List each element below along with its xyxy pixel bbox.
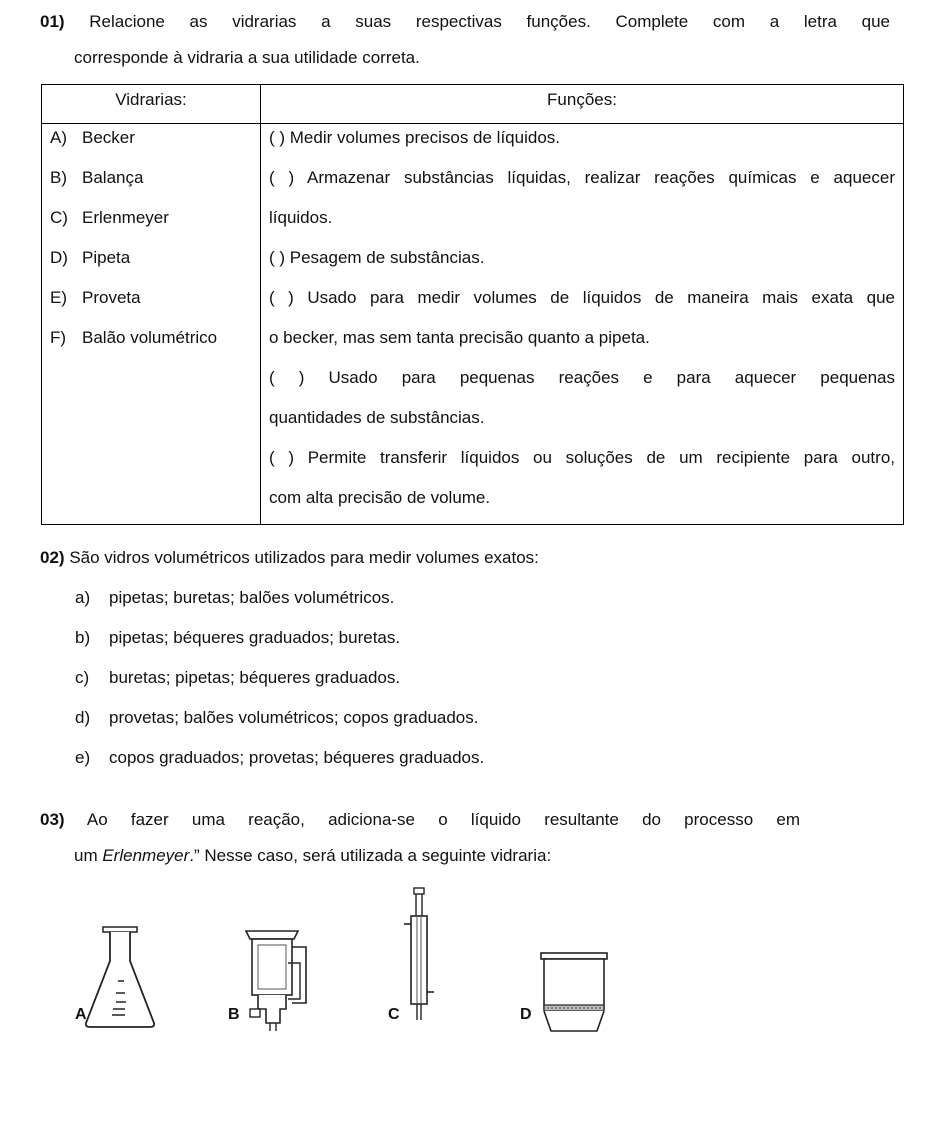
q1-line2: corresponde à vidraria a sua utilidade correta. (74, 48, 420, 67)
erlenmeyer-flask-icon (80, 908, 160, 1048)
vidraria-item: C) Erlenmeyer (50, 208, 169, 227)
vidraria-item: B) Balança (50, 168, 144, 187)
image-label-d: D (520, 1006, 532, 1023)
q2-option-d[interactable]: d) provetas; balões volumétricos; copos graduados. (75, 708, 479, 727)
funcao-line: ( ) Medir volumes precisos de líquidos. (269, 128, 561, 147)
funcao-line: líquidos. (269, 208, 333, 227)
q1-line1 (40, 4, 890, 40)
funcao-line: ( ) Armazenar substâncias líquidas, realizar reações químicas e aquecer (269, 168, 895, 187)
q2-text: São vidros volumétricos utilizados para medir volumes exatos: (69, 548, 539, 567)
q3-line2: um Erlenmeyer.” Nesse caso, será utilizada a seguinte vidraria: (74, 846, 552, 865)
question-03 (40, 802, 890, 874)
funcao-line: ( ) Usado para pequenas reações e para aquecer pequenas (269, 368, 895, 387)
vidraria-item: A) Becker (50, 128, 135, 147)
q2-option-b[interactable]: b) pipetas; béqueres graduados; buretas. (75, 628, 401, 647)
header-vidrarias: Vidrarias: (42, 85, 261, 124)
image-label-a: A (75, 1006, 87, 1023)
header-funcoes: Funções: (261, 85, 904, 124)
funcao-line: ( ) Permite transferir líquidos ou soluções de um recipiente para outro, (269, 448, 895, 467)
q1-text-line1: Relacione as vidrarias a suas respectivas funções. Complete com a letra que (89, 12, 890, 31)
funcao-line: quantidades de substâncias. (269, 408, 485, 427)
q2-option-c[interactable]: c) buretas; pipetas; béqueres graduados. (75, 668, 401, 687)
question-02 (40, 546, 890, 586)
condenser-icon (400, 884, 440, 1024)
vidraria-item: D) Pipeta (50, 248, 131, 267)
buchner-funnel-icon (535, 924, 615, 1064)
q3-number: 03) (40, 810, 65, 829)
image-label-b: B (228, 1006, 240, 1023)
question-01 (40, 4, 890, 76)
matching-table (41, 84, 904, 525)
funcao-line: o becker, mas sem tanta precisão quanto a pipeta. (269, 328, 650, 347)
table-header-row (42, 85, 904, 124)
image-label-c: C (388, 1006, 400, 1023)
q2-number: 02) (40, 548, 65, 567)
q2-option-a[interactable]: a) pipetas; buretas; balões volumétricos. (75, 588, 395, 607)
funcao-line: ( ) Usado para medir volumes de líquidos de maneira mais exata que (269, 288, 895, 307)
q1-number: 01) (40, 12, 65, 31)
vidraria-item: E) Proveta (50, 288, 141, 307)
q3-line1 (40, 802, 800, 838)
extractor-apparatus-icon (240, 908, 320, 1048)
q2-option-e[interactable]: e) copos graduados; provetas; béqueres graduados. (75, 748, 485, 767)
q3-text-line1: Ao fazer uma reação, adiciona-se o líquido resultante do processo em (86, 810, 800, 829)
table-body-row (42, 124, 904, 525)
funcao-line: ( ) Pesagem de substâncias. (269, 248, 485, 267)
funcao-line: com alta precisão de volume. (269, 488, 491, 507)
q2-stem (40, 546, 890, 586)
vidraria-item: F) Balão volumétrico (50, 328, 218, 347)
vidrarias-column (42, 124, 261, 525)
q2-options (75, 586, 484, 786)
funcoes-column (261, 124, 904, 525)
